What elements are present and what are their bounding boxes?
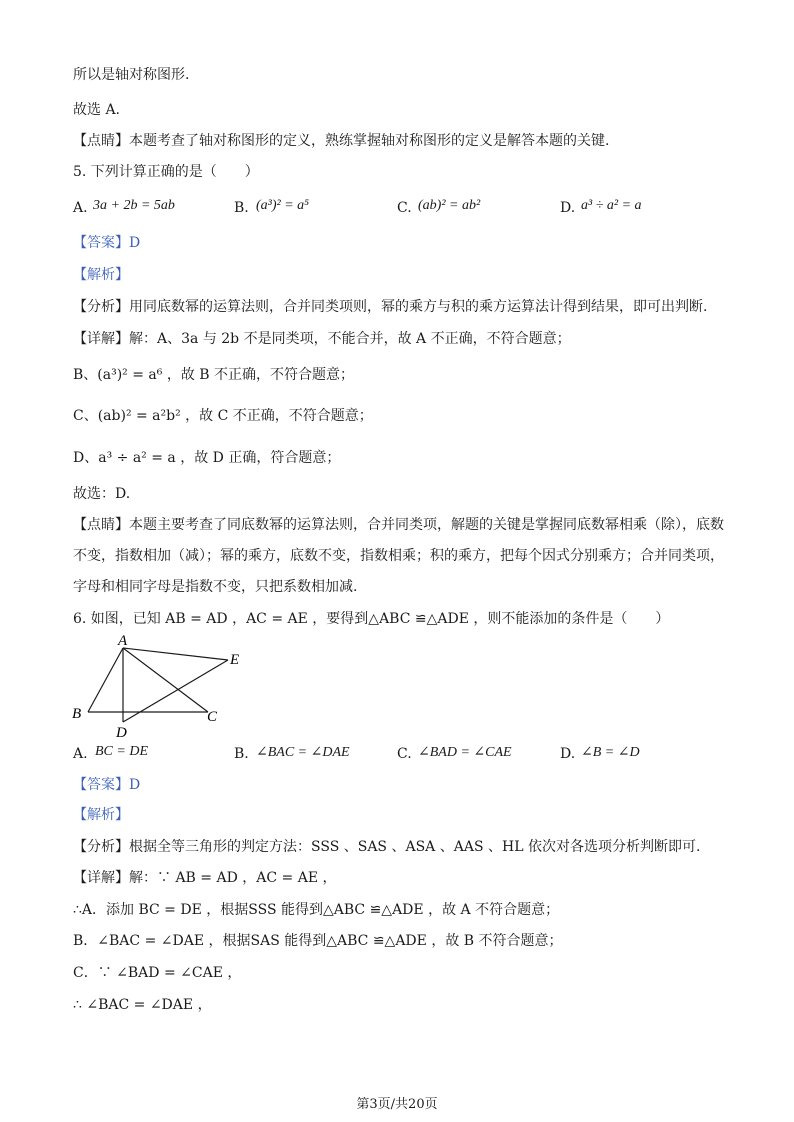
text-line: 故选：D. (73, 486, 131, 502)
text-line: 【详解】解：A、3a 与 2b 不是同类项，不能合并，故 A 不正确，不符合题意； (73, 331, 571, 347)
text-line: D、a³ ÷ a² = a ，故 D 正确，符合题意； (73, 450, 341, 466)
option-label: B. (234, 746, 249, 762)
option-math: a³ ÷ a² = a (581, 198, 642, 213)
text-line: B、(a³)² = a⁶ ，故 B 不正确，不符合题意； (73, 367, 355, 383)
option-math: BC = DE (95, 744, 148, 759)
option-math: ∠B = ∠D (581, 745, 640, 760)
vertex-label-c: C (207, 709, 218, 725)
text-line: 【详解】解：∵ AB = AD ，AC = AE ， (73, 870, 337, 886)
option-label: D. (560, 746, 576, 762)
vertex-label-e: E (230, 652, 240, 668)
option-label: A. (73, 200, 88, 216)
option-label: D. (560, 200, 576, 216)
option-math: 3a + 2b = 5ab (93, 198, 175, 213)
answer-label: 【答案】D (73, 777, 141, 793)
question-5: 5. 下列计算正确的是（ ） (73, 164, 259, 180)
vertex-label-d: D (116, 725, 127, 740)
text-line: 字母和相同字母是指数不变，只把系数相加减. (73, 579, 358, 595)
vertex-label-a: A (118, 633, 128, 649)
option-label: C. (397, 746, 412, 762)
text-line: C、(ab)² = a²b² ，故 C 不正确，不符合题意； (73, 408, 373, 424)
option-label: B. (234, 200, 249, 216)
text-line: B．∠BAC = ∠DAE ，根据SAS 能得到△ABC ≌△ADE ，故 B 不符合题意； (73, 933, 563, 949)
text-line: 【分析】用同底数幂的运算法则，合并同类项则，幂的乘方与积的乘方运算法计得到结果，即可出判断. (73, 299, 708, 315)
analysis-label: 【解析】 (73, 267, 129, 283)
text-line: 所以是轴对称图形. (73, 67, 190, 83)
text-line: ∴ ∠BAC = ∠DAE ， (73, 997, 212, 1013)
option-math: (a³)² = a⁵ (256, 198, 310, 213)
answer-label: 【答案】D (73, 235, 141, 251)
text-line: 【分析】根据全等三角形的判定方法：SSS 、SAS 、ASA 、AAS 、HL 依次对各选项分析判断即可. (73, 839, 701, 855)
geometry-figure (68, 630, 268, 740)
vertex-label-b: B (72, 706, 82, 722)
page-number: 第3页/共20页 (356, 1097, 438, 1112)
text-line: ∴A．添加 BC = DE ，根据SSS 能得到△ABC ≌△ADE ，故 A 不符合题意； (73, 902, 560, 918)
option-math: (ab)² = ab² (418, 198, 481, 213)
option-label: A. (73, 746, 88, 762)
text-line: C．∵ ∠BAD = ∠CAE ， (73, 965, 242, 981)
text-line: 不变，指数相加（减）；幂的乘方，底数不变，指数相乘；积的乘方，把每个因式分别乘方；合并同类项， (73, 548, 724, 564)
text-line: 【点睛】本题主要考查了同底数幂的运算法则，合并同类项，解题的关键是掌握同底数幂相乘（除），底数 (73, 517, 724, 533)
text-line: 故选 A. (73, 102, 121, 118)
option-label: C. (397, 200, 412, 216)
option-math: ∠BAC = ∠DAE (256, 745, 350, 760)
option-math: ∠BAD = ∠CAE (418, 745, 512, 760)
text-line: 【点睛】本题考查了轴对称图形的定义，熟练掌握轴对称图形的定义是解答本题的关键. (73, 133, 610, 149)
question-6: 6. 如图，已知 AB = AD ，AC = AE ，要得到△ABC ≌△ADE ，则不能添加的条件是（ ） (73, 611, 670, 627)
analysis-label: 【解析】 (73, 807, 129, 823)
